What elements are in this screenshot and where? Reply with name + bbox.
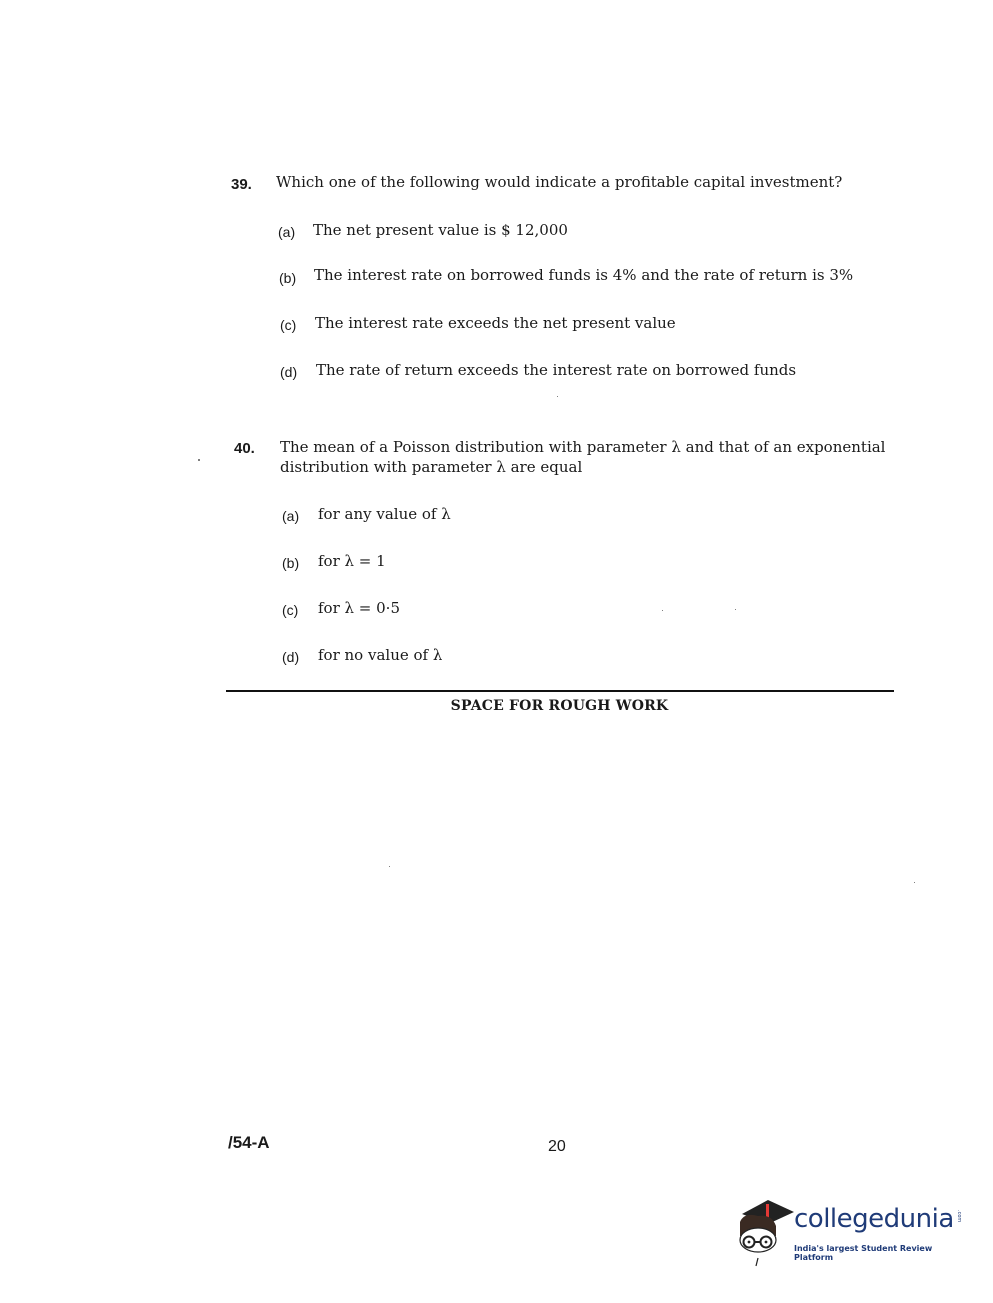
option-text-b: for λ = 1 xyxy=(318,552,386,570)
scan-speck xyxy=(198,459,200,461)
section-divider xyxy=(226,690,894,692)
logo-suffix: .com xyxy=(956,1210,962,1223)
logo-tagline: India's largest Student Review Platform xyxy=(794,1244,933,1262)
option-text-d: for no value of λ xyxy=(318,646,443,664)
option-label-a: (a) xyxy=(278,224,296,240)
collegedunia-logo xyxy=(736,1196,966,1268)
page-number: 20 xyxy=(548,1138,566,1155)
option-label-d: (d) xyxy=(280,364,298,380)
question-number: 39. xyxy=(231,176,252,193)
question-number: 40. xyxy=(234,440,255,457)
option-text-a: for any value of λ xyxy=(318,505,451,523)
question-text: Which one of the following would indicate a profitable capital investment? xyxy=(276,173,843,191)
option-label-d: (d) xyxy=(282,649,300,665)
question-text-line-2: distribution with parameter λ are equal xyxy=(280,458,583,476)
option-text-c: for λ = 0·5 xyxy=(318,599,400,617)
option-label-b: (b) xyxy=(282,555,300,571)
option-label-c: (c) xyxy=(280,317,297,333)
rough-work-heading: SPACE FOR ROUGH WORK xyxy=(450,698,669,714)
option-text-b: The interest rate on borrowed funds is 4% and the rate of return is 3% xyxy=(314,266,854,284)
scan-speck xyxy=(735,609,736,610)
scan-speck xyxy=(662,610,663,611)
question-text-line-1: The mean of a Poisson distribution with parameter λ and that of an exponential xyxy=(280,438,886,456)
option-label-a: (a) xyxy=(282,508,300,524)
scan-speck xyxy=(389,866,390,867)
logo-wordmark: collegedunia xyxy=(794,1204,954,1234)
mascot-icon xyxy=(736,1196,796,1268)
booklet-code: /54-A xyxy=(228,1133,270,1152)
option-text-a: The net present value is $ 12,000 xyxy=(313,221,568,239)
option-text-c: The interest rate exceeds the net present value xyxy=(315,314,676,332)
scan-speck xyxy=(557,396,558,397)
option-label-b: (b) xyxy=(279,270,297,286)
scan-speck xyxy=(914,882,915,883)
option-text-d: The rate of return exceeds the interest rate on borrowed funds xyxy=(316,361,797,379)
option-label-c: (c) xyxy=(282,602,299,618)
